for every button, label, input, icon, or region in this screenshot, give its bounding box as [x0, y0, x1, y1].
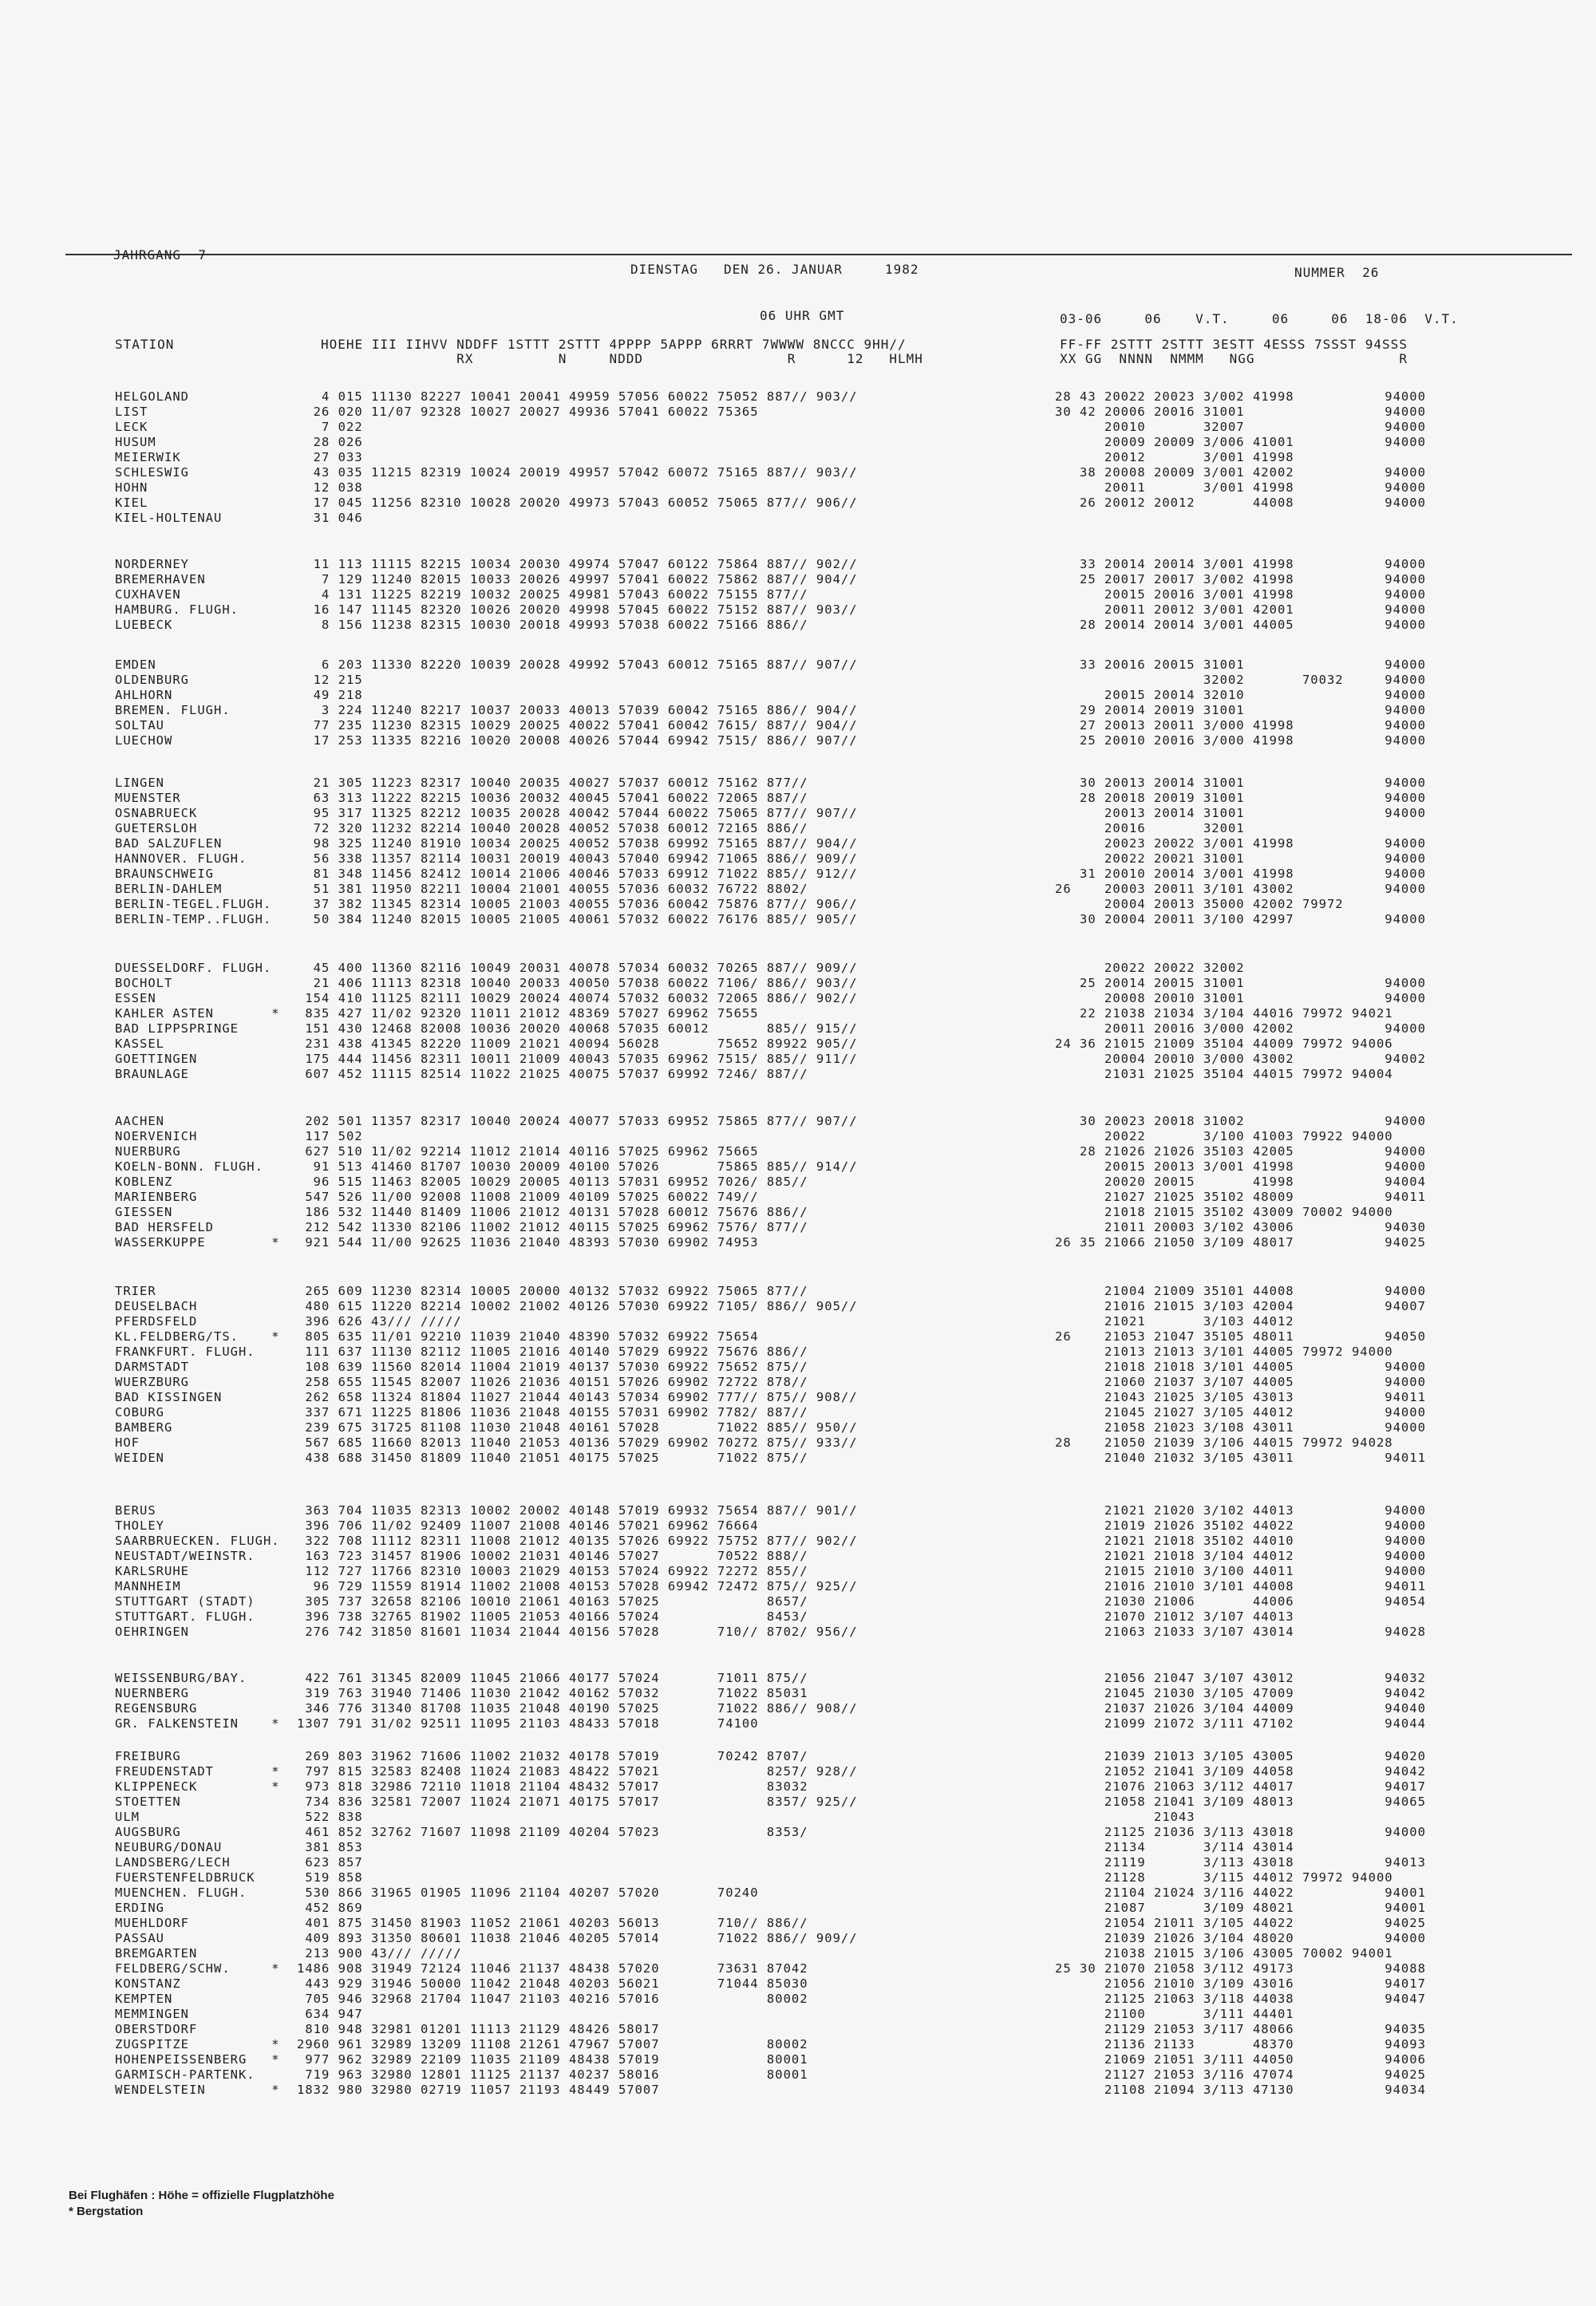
- station-data-bavaria-south: 269 803 31962 71606 11002 21032 40178 57019 70242 8707/ 797 815 32583 82408 11024 21083 48422 57021 8257/ 928// 973 818 32986 72110 11018 21104 48432 57017 83032 734 836 32581 72007 11024 21071 40175 57017 8357/ 925// 522 838 461 852 32762 71607 11098 21109 40204 57023 8353/ 381 853 623 857 519 858 530 866 31965 01905 11096 21104 40207 57020 70240 452 869 401 875 31450 81903 11052 21061 40203 56013 710// 886// 409 893 31350 80601 11038 21046 40205 57014 71022 886// 909// 213 900 43/// ///// 1486 908 31949 72124 11046 21137 48438 57020 73631 87042 443 929 31946 50000 11042 21048 40203 56021 71044 85030 705 946 32968 21704 11047 21103 40216 57016 80002 634 947 810 948 32981 01201 11113 21129 48426 58017 2960 961 32989 13209 11108 21261 47967 57007 80002 977 962 32989 22109 11035 21109 48438 57019 80001 719 963 32980 12801 11125 21137 40237 58016 80001 1832 980 32980 02719 11057 21193 48449 57007: [297, 1749, 858, 2097]
- extra-data-saar-baden: 21021 21020 3/102 44013 94000 21019 21026 35102 44022 94000 21021 21018 35102 44010 94000 21021 21018 3/104 44012 94000 21015 21010 3/100 44011 94000 21016 21010 3/101 44008 94011 21030 21006 44006 94054 21070 21012 3/107 44013 21063 21033 3/107 43014 94028: [1104, 1503, 1426, 1639]
- report-sheet: [65, 247, 1586, 2177]
- station-data-rhineland: 202 501 11357 82317 10040 20024 40077 57033 69952 75865 877// 907// 117 502 627 510 11/02 92214 11012 21014 40116 57025 69962 75665 91 513 41460 81707 10030 20009 40100 57026 75865 885// 914// 96 515 11463 82005 10029 20005 40113 57031 69952 7026/ 885// 547 526 11/00 92008 11008 21009 40109 57025 60022 749// 186 532 11440 81409 11006 21012 40131 57028 60012 75676 886// 212 542 11330 82106 11002 21012 40115 57025 69962 7576/ 877// 921 544 11/00 92625 11036 21040 48393 57030 69902 74953: [305, 1114, 858, 1250]
- extra-data-ruhr: 20022 20022 32002 25 20014 20015 31001 94000 20008 20010 31001 94000 22 21038 21034 3/104 44016 79972 94021 20011 20016 3/000 42002 94000 24 36 21015 21009 35104 44009 79972 94006 20004 20010 3/000 43002 94002 21031 21025 35104 44015 79972 94004: [1055, 961, 1426, 1081]
- station-data-saar-baden: 363 704 11035 82313 10002 20002 40148 57019 69932 75654 887// 901// 396 706 11/02 92409 11007 21008 40146 57021 69962 76664 322 708 11112 82311 11008 21012 40135 57026 69922 75752 877// 902// 163 723 31457 81906 10002 21031 40146 57027 70522 888// 112 727 11766 82310 10003 21029 40153 57024 69922 72272 855// 96 729 11559 81914 11002 21008 40153 57028 69942 72472 875// 925// 305 737 32658 82106 10010 21061 40163 57025 8657/ 396 738 32765 81902 11005 21053 40166 57024 8453/ 276 742 31850 81601 11034 21044 40156 57028 710// 8702/ 956//: [305, 1503, 858, 1639]
- extra-data-hannover: 30 20013 20014 31001 94000 28 20018 20019 31001 94000 20013 20014 31001 94000 20016 32001 20023 20022 3/001 41998 94000 20022 20021 31001 94000 31 20010 20014 3/001 41998 94000 26 20003 20011 3/101 43002 94000 20004 20013 35000 42002 79972 30 20004 20011 3/100 42997 94000: [1055, 776, 1426, 926]
- station-names-ruhr: DUESSELDORF. FLUGH. BOCHOLT ESSEN KAHLER ASTEN * BAD LIPPSPRINGE KASSEL GOETTINGEN BRAUNLAGE: [115, 961, 280, 1081]
- extra-data-bremen: 33 20016 20015 31001 94000 32002 70032 94000 20015 20014 32010 94000 29 20014 20019 31001 94000 27 20013 20011 3/000 41998 94000 25 20010 20016 3/000 41998 94000: [1079, 657, 1426, 748]
- station-data-hannover: 21 305 11223 82317 10040 20035 40027 57037 60012 75162 877// 63 313 11222 82215 10036 20032 40045 57041 60022 72065 887// 95 317 11325 82212 10035 20028 40042 57044 60022 75065 877// 907// 72 320 11232 82214 10040 20028 40052 57038 60012 72165 886// 98 325 11240 81910 10034 20025 40052 57038 69992 75165 887// 904// 56 338 11357 82114 10031 20019 40043 57040 69942 71065 886// 909// 81 348 11456 82412 10014 21006 40046 57033 69912 71022 885// 912// 51 381 11950 82211 10004 21001 40055 57036 60032 76722 8802/ 37 382 11345 82314 10005 21003 40055 57036 60042 75876 877// 906// 50 384 11240 82015 10005 21005 40061 57032 60022 76176 885// 905//: [313, 776, 858, 926]
- right-columns-row1: FF-FF 2STTT 2STTT 3ESTT 4ESSS 7SSST 94SSS: [1060, 337, 1408, 352]
- station-names-bavaria-south: FREIBURG FREUDENSTADT * KLIPPENECK * STOETTEN ULM AUGSBURG NEUBURG/DONAU LANDSBERG/LECH FUERSTENFELDBRUCK MUENCHEN. FLUGH. ERDING MUEHLDORF PASSAU BREMGARTEN FELDBERG/SCHW. * KONSTANZ KEMPTEN MEMMINGEN OBERSTDORF ZUGSPITZE * HOHENPEISSENBERG * GARMISCH-PARTENK. WENDELSTEIN *: [115, 1749, 280, 2097]
- issue-number: NUMMER 26: [1294, 265, 1380, 280]
- footnote-mountain-station: * Bergstation: [69, 2205, 144, 2218]
- main-columns-row2: RX N NDDD R 12 HLMH: [321, 351, 923, 366]
- station-data-coast-north: 4 015 11130 82227 10041 20041 49959 57056 60022 75052 887// 903// 26 020 11/07 92328 10027 20027 49936 57041 60022 75365 7 022 28 026 27 033 43 035 11215 82319 10024 20019 49957 57042 60072 75165 887// 903// 12 038 17 045 11256 82310 10028 20020 49973 57043 60052 75065 877// 906// 31 046: [313, 389, 858, 525]
- main-columns-row1: HOEHE III IIHVV NDDFF 1STTT 2STTT 4PPPP 5APPP 6RRRT 7WWWW 8NCCC 9HH//: [321, 337, 907, 352]
- extra-data-coast-north: 28 43 20022 20023 3/002 41998 94000 30 42 20006 20016 31001 94000 20010 32007 94000 20009 20009 3/006 41001 94000 20012 3/001 41998 38 20008 20009 3/001 42002 94000 20011 3/001 41998 94000 26 20012 20012 44008 94000: [1055, 389, 1426, 510]
- station-data-ruhr: 45 400 11360 82116 10049 20031 40078 57034 60032 70265 887// 909// 21 406 11113 82318 10040 20033 40050 57038 60022 7106/ 886// 903// 154 410 11125 82111 10029 20024 40074 57032 60032 72065 886// 902// 835 427 11/02 92320 11011 21012 48369 57027 69962 75655 151 430 12468 82008 10036 20020 40068 57035 60012 885// 915// 231 438 41345 82220 11009 21021 40094 56028 75652 89922 905// 175 444 11456 82311 10011 21009 40043 57035 69962 7515/ 885// 911// 607 452 11115 82514 11022 21025 40075 57037 69992 7246/ 887//: [305, 961, 858, 1081]
- jahrgang: JAHRGANG 7: [113, 247, 207, 263]
- station-data-hamburg: 11 113 11115 82215 10034 20030 49974 57047 60122 75864 887// 902// 7 129 11240 82015 10033 20026 49997 57041 60022 75862 887// 904// 4 131 11225 82219 10032 20025 49981 57043 60022 75155 877// 16 147 11145 82320 10026 20020 49998 57045 60022 75152 887// 903// 8 156 11238 82315 10030 20018 49993 57038 60022 75166 886//: [313, 557, 858, 632]
- extra-data-bavaria-north: 21056 21047 3/107 43012 94032 21045 21030 3/105 47009 94042 21037 21026 3/104 44009 94040 21099 21072 3/111 47102 94044: [1104, 1671, 1426, 1731]
- station-header: STATION: [115, 337, 175, 352]
- extra-data-bavaria-south: 21039 21013 3/105 43005 94020 21052 21041 3/109 44058 94042 21076 21063 3/112 44017 94017 21058 21041 3/109 48013 94065 21043 21125 21036 3/113 43018 94000 21134 3/114 43014 21119 3/113 43018 94013 21128 3/115 44012 79972 94000 21104 21024 3/116 44022 94001 21087 3/109 48021 94001 21054 21011 3/105 44022 94025 21039 21026 3/104 48020 94000 21038 21015 3/106 43005 70002 94001 25 30 21070 21058 3/112 49173 94088 21056 21010 3/109 43016 94017 21125 21063 3/118 44038 94047 21100 3/111 44401 21129 21053 3/117 48066 94035 21136 21133 48370 94093 21069 21051 3/111 44050 94006 21127 21053 3/116 47074 94025 21108 21094 3/113 47130 94034: [1055, 1749, 1426, 2097]
- extra-data-hesse-franconia: 21004 21009 35101 44008 94000 21016 21015 3/103 42004 94007 21021 3/103 44012 26 21053 21047 35105 48011 94050 21013 21013 3/101 44005 79972 94000 21018 21018 3/101 44005 94000 21060 21037 3/107 44005 94000 21043 21025 3/105 43013 94011 21045 21027 3/105 44012 94000 21058 21023 3/108 43011 94000 28 21050 21039 3/106 44015 79972 94028 21040 21032 3/105 43011 94011: [1055, 1284, 1426, 1465]
- footnotes: [69, 2188, 334, 2220]
- station-data-bavaria-north: 422 761 31345 82009 11045 21066 40177 57024 71011 875// 319 763 31940 71406 11030 21042 40162 57032 71022 85031 346 776 31340 81708 11035 21048 40190 57025 71022 886// 908// 1307 791 31/02 92511 11095 21103 48433 57018 74100: [297, 1671, 858, 1731]
- footnote-airport-height: Bei Flughäfen : Höhe = offizielle Flugplatzhöhe: [69, 2189, 334, 2202]
- station-names-bavaria-north: WEISSENBURG/BAY. NUERNBERG REGENSBURG GR. FALKENSTEIN *: [115, 1671, 280, 1731]
- station-data-hesse-franconia: 265 609 11230 82314 10005 20000 40132 57032 69922 75065 877// 480 615 11220 82214 10002 21002 40126 57030 69922 7105/ 886// 905// 396 626 43/// ///// 805 635 11/01 92210 11039 21040 48390 57032 69922 75654 111 637 11130 82112 11005 21016 40140 57029 69922 75676 886// 108 639 11560 82014 11004 21019 40137 57030 69922 75652 875// 258 655 11545 82007 11026 21036 40151 57026 69902 72722 878// 262 658 11324 81804 11027 21044 40143 57034 69902 777// 875// 908// 337 671 11225 81806 11036 21048 40155 57031 69902 7782/ 887// 239 675 31725 81108 11030 21048 40161 57028 71022 885// 950// 567 685 11660 82013 11040 21053 40136 57029 69902 70272 875// 933// 438 688 31450 81809 11040 21051 40175 57025 71022 875//: [305, 1284, 858, 1465]
- station-names-hesse-franconia: TRIER DEUSELBACH PFERDSFELD KL.FELDBERG/TS. * FRANKFURT. FLUGH. DARMSTADT WUERZBURG BAD KISSINGEN COBURG BAMBERG HOF WEIDEN: [115, 1284, 280, 1465]
- report-date: DIENSTAG DEN 26. JANUAR 1982: [630, 262, 919, 277]
- station-data-bremen: 6 203 11330 82220 10039 20028 49992 57043 60012 75165 887// 907// 12 215 49 218 3 224 11240 82217 10037 20033 40013 57039 60042 75165 886// 904// 77 235 11230 82315 10029 20025 40022 57041 60042 7615/ 887// 904// 17 253 11335 82216 10020 20008 40026 57044 69942 7515/ 886// 907//: [313, 657, 858, 748]
- station-names-rhineland: AACHEN NOERVENICH NUERBURG KOELN-BONN. FLUGH. KOBLENZ MARIENBERG GIESSEN BAD HERSFELD WASSERKUPPE *: [115, 1114, 280, 1250]
- station-names-hannover: LINGEN MUENSTER OSNABRUECK GUETERSLOH BAD SALZUFLEN HANNOVER. FLUGH. BRAUNSCHWEIG BERLIN-DAHLEM BERLIN-TEGEL.FLUGH. BERLIN-TEMP..FLUGH.: [115, 776, 272, 926]
- right-time-header: 03-06 06 V.T. 06 06 18-06 V.T.: [1060, 311, 1459, 326]
- observation-time: 06 UHR GMT: [760, 308, 845, 323]
- header-rule: [65, 254, 1572, 255]
- extra-data-rhineland: 30 20023 20018 31002 94000 20022 3/100 41003 79922 94000 28 21026 21026 35103 42005 94000 20015 20013 3/001 41998 94000 20020 20015 41998 94004 21027 21025 35102 48009 94011 21018 21015 35102 43009 70002 94000 21011 20003 3/102 43006 94030 26 35 21066 21050 3/109 48017 94025: [1055, 1114, 1426, 1250]
- station-names-coast-north: HELGOLAND LIST LECK HUSUM MEIERWIK SCHLESWIG HOHN KIEL KIEL-HOLTENAU: [115, 389, 223, 525]
- right-columns-row2: XX GG NNNN NMMM NGG R: [1060, 351, 1408, 366]
- station-names-bremen: EMDEN OLDENBURG AHLHORN BREMEN. FLUGH. SOLTAU LUECHOW: [115, 657, 231, 748]
- station-names-hamburg: NORDERNEY BREMERHAVEN CUXHAVEN HAMBURG. FLUGH. LUEBECK: [115, 557, 239, 632]
- station-names-saar-baden: BERUS THOLEY SAARBRUECKEN. FLUGH. NEUSTADT/WEINSTR. KARLSRUHE MANNHEIM STUTTGART (STADT) STUTTGART. FLUGH. OEHRINGEN: [115, 1503, 280, 1639]
- extra-data-hamburg: 33 20014 20014 3/001 41998 94000 25 20017 20017 3/002 41998 94000 20015 20016 3/001 41998 94000 20011 20012 3/001 42001 94000 28 20014 20014 3/001 44005 94000: [1079, 557, 1426, 632]
